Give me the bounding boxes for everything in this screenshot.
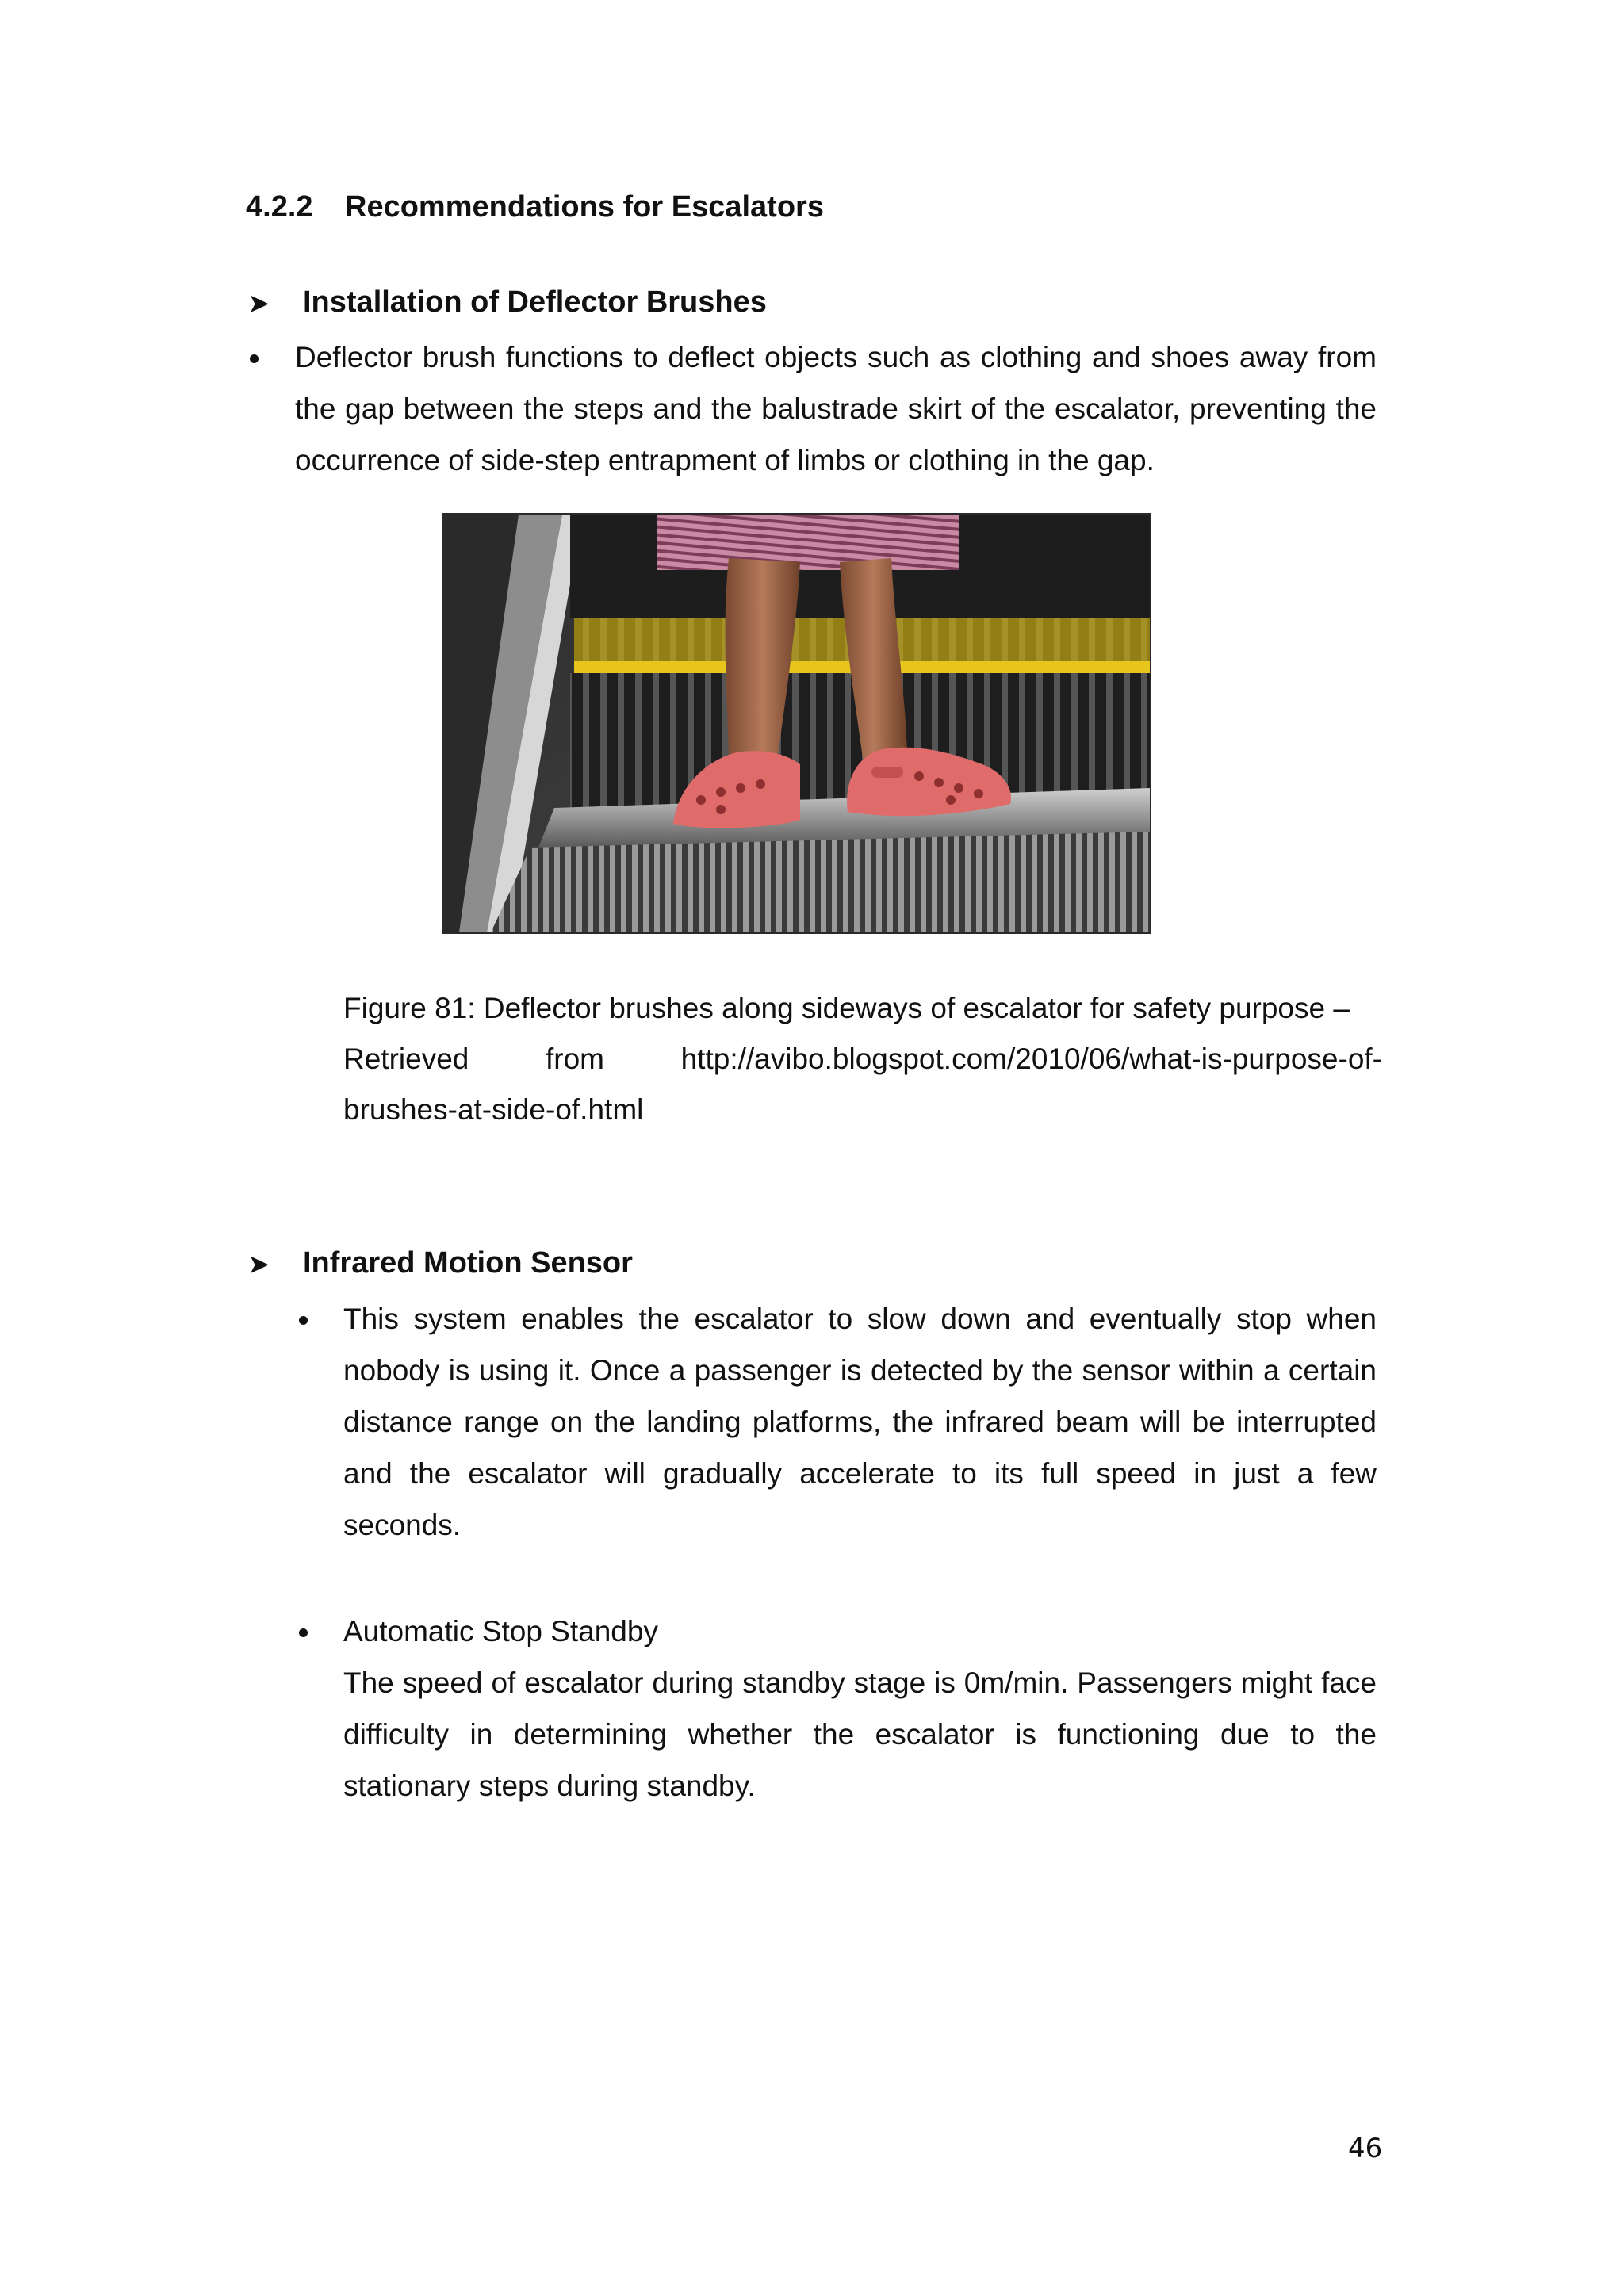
bullet-icon	[250, 354, 259, 363]
deflector-heading: Installation of Deflector Brushes	[303, 285, 767, 319]
section-title: Recommendations for Escalators	[345, 190, 824, 224]
arrow-bullet-icon: ➤	[247, 1249, 270, 1280]
escalator-photo	[442, 513, 1151, 934]
figure-caption	[343, 983, 1382, 1135]
infrared-heading: Infrared Motion Sensor	[303, 1246, 633, 1280]
infrared-bullet-1-text: This system enables the escalator to slow down and eventually stop when nobody is using it. Once a passenger is detected by the sensor within a certain distance range on the landing platforms, the infrared beam will be interrupted and the escalator will gradually accelerate to its full speed in just a few seconds.	[343, 1303, 1377, 1541]
caption-url-part1: http://avibo.blogspot.com/2010/06/what-is-purpose-of-	[680, 1043, 1382, 1075]
caption-retrieved: Retrieved	[343, 1043, 469, 1075]
caption-line-2	[343, 1034, 1382, 1085]
section-number: 4.2.2	[246, 190, 313, 224]
deflector-bullet-text: Deflector brush functions to deflect objects such as clothing and shoes away from the gap between the steps and the balustrade skirt of the escalator, preventing the occurrence of side-step entrapment of limbs or clothing in the gap.	[295, 341, 1377, 476]
caption-line-3: brushes-at-side-of.html	[343, 1093, 644, 1126]
page-number: 46	[1348, 2133, 1383, 2164]
arrow-bullet-icon: ➤	[247, 289, 270, 319]
infrared-bullet-2-title: Automatic Stop Standby	[343, 1615, 658, 1647]
infrared-bullet-2-text: The speed of escalator during standby stage is 0m/min. Passengers might face difficulty in determining whether the escalator is functioning due to the stationary steps during standby.	[343, 1667, 1377, 1802]
bullet-icon	[299, 1628, 308, 1637]
caption-line-1: Figure 81: Deflector brushes along sideways of escalator for safety purpose –	[343, 992, 1350, 1024]
escalator-photo-icon	[443, 515, 1150, 932]
caption-from: from	[545, 1043, 604, 1075]
bullet-icon	[299, 1316, 308, 1325]
section-heading	[246, 190, 824, 224]
